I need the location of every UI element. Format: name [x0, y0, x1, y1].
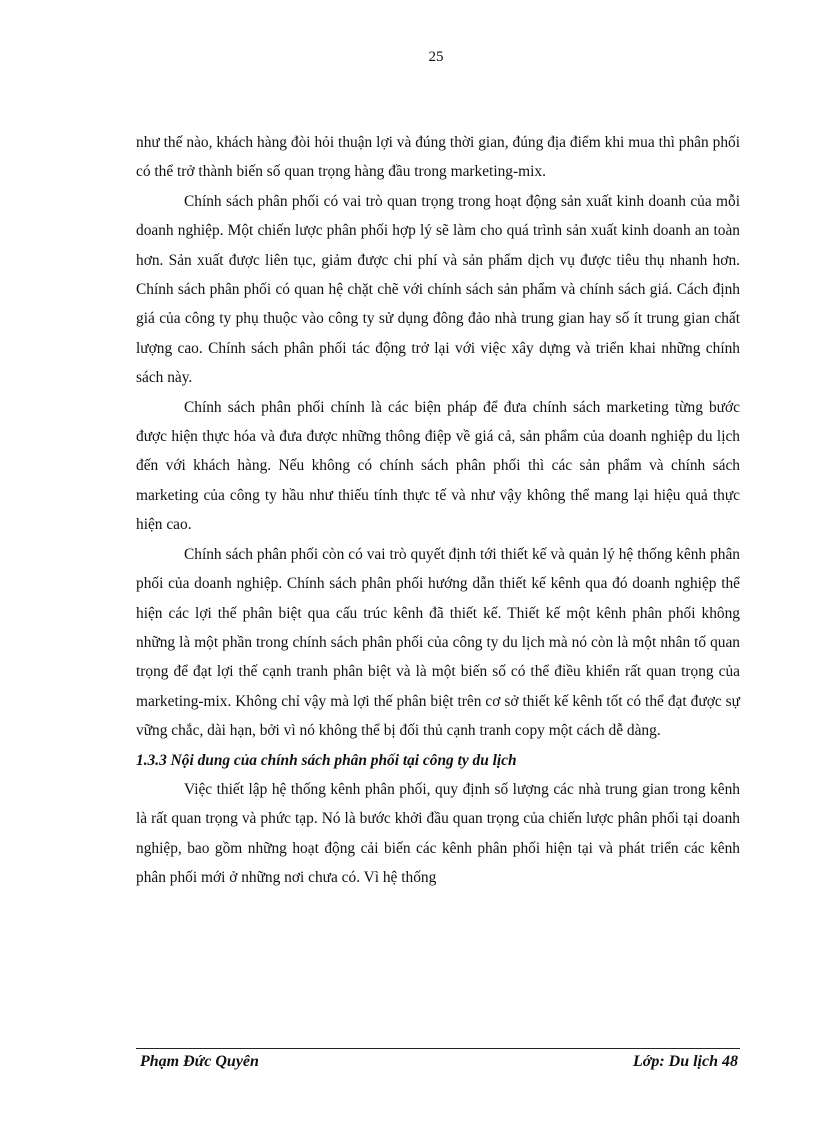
paragraph-continuation: như thế nào, khách hàng đòi hỏi thuận lợi và đúng thời gian, đúng địa điểm khi mua thì phân phối có thể trở thành biến số quan trọng hàng đầu trong marketing-mix.	[136, 134, 740, 181]
page-number: 25	[428, 49, 444, 65]
paragraph-distribution-measures: Chính sách phân phối chính là các biện pháp để đưa chính sách marketing từng bước được hiện thực hóa và đưa được những thông điệp về giá cả, sản phẩm của doanh nghiệp du lịch đến với khách hàng. Nếu không có chính sách phân phối thì các sản phẩm và chính sách marketing của công ty hầu như thiếu tính thực tế và như vậy không thể mang lại hiệu quả thực hiện cao.	[136, 398, 740, 534]
document-body	[136, 128, 740, 893]
section-heading: 1.3.3 Nội dung của chính sách phân phối tại công ty du lịch	[136, 751, 517, 769]
footer-divider	[136, 1048, 740, 1049]
paragraph-channel-system: Việc thiết lập hệ thống kênh phân phối, quy định số lượng các nhà trung gian trong kênh là rất quan trọng và phức tạp. Nó là bước khởi đầu quan trọng của chiến lược phân phối tại doanh nghiệp, bao gồm những hoạt động cải biến các kênh phân phối hiện tại và phát triển các kênh phân phối mới ở những nơi chưa có. Vì hệ thống	[136, 780, 740, 887]
paragraph-role-of-distribution: Chính sách phân phối có vai trò quan trọng trong hoạt động sản xuất kinh doanh của mỗi doanh nghiệp. Một chiến lược phân phối hợp lý sẽ làm cho quá trình sản xuất kinh doanh an toàn hơn. Sản xuất được liên tục, giảm được chi phí và sản phẩm dịch vụ được tiêu thụ nhanh hơn. Chính sách phân phối có quan hệ chặt chẽ với chính sách sản phẩm và chính sách giá. Cách định giá của công ty phụ thuộc vào công ty sử dụng đông đảo nhà trung gian hay số ít trung gian chất lượng cao. Chính sách phân phối tác động trở lại với việc xây dựng và triển khai những chính sách này.	[136, 192, 740, 387]
footer-author: Phạm Đức Quyên	[140, 1053, 259, 1070]
footer-class: Lớp: Du lịch 48	[632, 1053, 738, 1070]
page-footer	[140, 1053, 738, 1071]
paragraph-channel-design: Chính sách phân phối còn có vai trò quyết định tới thiết kế và quản lý hệ thống kênh phân phối của doanh nghiệp. Chính sách phân phối hướng dẫn thiết kế kênh qua đó doanh nghiệp thể hiện các lợi thế phân biệt qua cấu trúc kênh đã thiết kế. Thiết kế một kênh phân phối không những là một phần trong chính sách phân phối của công ty du lịch mà nó còn là một nhân tố quan trọng để đạt lợi thế cạnh tranh phân biệt và là một biến số có thể điều khiển rất quan trọng của marketing-mix. Không chỉ vậy mà lợi thế phân biệt trên cơ sở thiết kế kênh tốt có thể đạt được sự vững chắc, dài hạn, bởi vì nó không thể bị đối thủ cạnh tranh copy một cách dễ dàng.	[136, 545, 740, 740]
